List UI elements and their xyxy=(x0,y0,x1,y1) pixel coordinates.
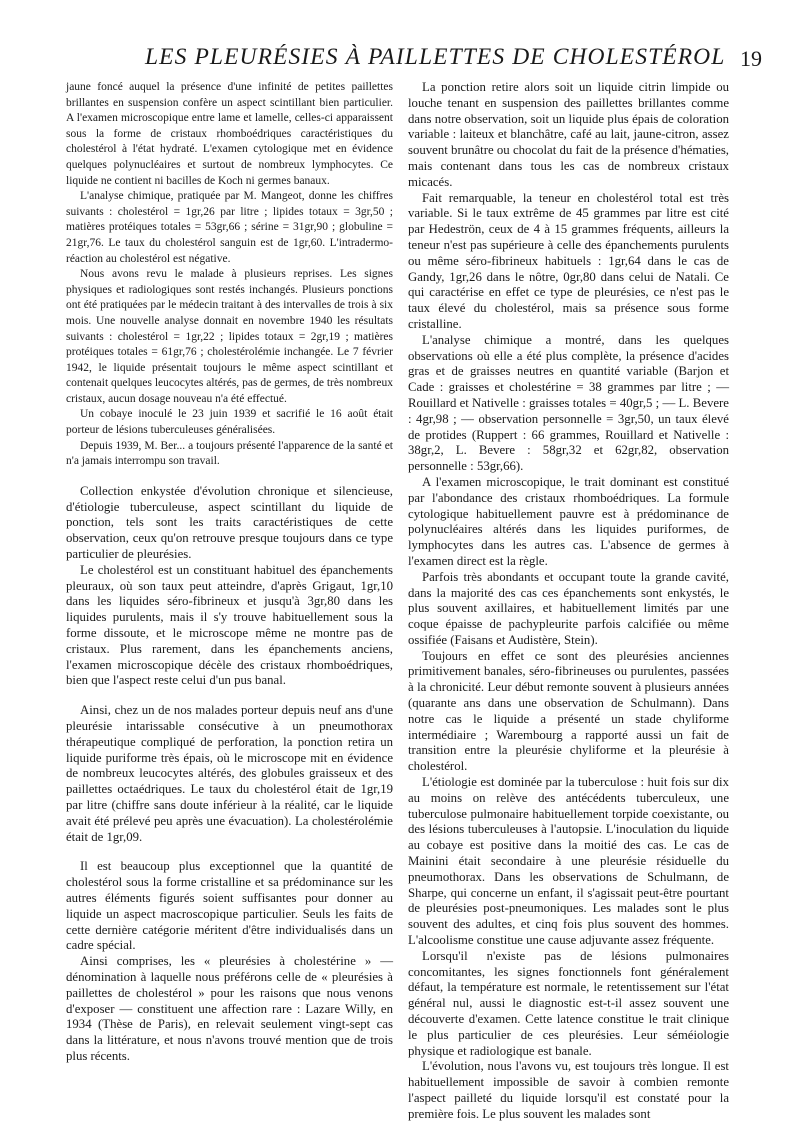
paragraph: A l'examen microscopique, le trait dominant est constitué par l'abondance des cristaux rhomboédriques. La formule cytologique habituellement pauvre est à prédominance de polynucléaires altérés dans les liquides puriformes, de lymphocytes dans les autres cas. L'absence de germes à l'examen direct est la règle. xyxy=(408,474,729,568)
right-column xyxy=(408,80,729,1123)
paragraph: Un cobaye inoculé le 23 juin 1939 et sacrifié le 16 août était porteur de lésions tuberculeuses généralisées. xyxy=(66,408,393,437)
paragraph: Ainsi, chez un de nos malades porteur depuis neuf ans d'une pleurésie intarissable consécutive à un pneumothorax thérapeutique compliqué de perforation, la ponction retira un liquide puriforme très épais, où le microscope mit en évidence de nombreux leucocytes altérés, des globules graisseux et des paillettes octaédriques. Le taux du cholestérol était de 1gr,19 par litre (chiffre sans doute inférieur à la réalité, car le liquide avait été prélevé peu après une évacuation). La cholestérolémie était de 1gr,09. xyxy=(66,703,393,844)
paragraph: Toujours en effet ce sont des pleurésies anciennes primitivement banales, séro-fibrineuses ou purulentes, passées à la chronicité. Leur début remonte souvent à plusieurs années (quarante ans dans une observation de Schulmann). Dans notre cas le liquide a présenté un stade chyliforme intermédiaire ; Warembourg a rapporté aussi un fait de transition entre la pleurésie chyliforme et la pleurésie à cholestérol. xyxy=(408,648,729,774)
paragraph: Ainsi comprises, les « pleurésies à cholestérine » — dénomination à laquelle nous préférons celle de « pleurésies à paillettes de cholestérol » pour les raisons que nous venons d'exposer — constituent une affection rare : Lazare Willy, en 1934 (Thèse de Paris), en relevait seulement vingt-sept cas dans la littérature, et nous n'avons trouvé mention que de trois plus récents. xyxy=(66,954,393,1063)
paragraph: jaune foncé auquel la présence d'une infinité de petites paillettes brillantes en suspension confère un aspect scintillant bien particulier. A l'examen microscopique entre lame et lamelle, celles-ci apparaissent sous la forme de cristaux rhomboédriques caractéristiques du cholestérol à l'état hydraté. L'examen cytologique met en évidence quelques polynucléaires et surtout de nombreux lymphocytes. Ce liquide ne contient ni bacilles de Koch ni germes banaux. xyxy=(66,81,393,187)
paragraph: L'analyse chimique, pratiquée par M. Mangeot, donne les chiffres suivants : cholestérol = 1gr,26 par litre ; lipides totaux = 3gr,50 ; matières protéiques totales = 53gr,66 ; sérine = 31gr,90 ; globuline = 21gr,76. Le taux du cholestérol sanguin est de 1gr,60. L'intradermo-réaction au cholestérol est négative. xyxy=(66,190,393,265)
paragraph: Lorsqu'il n'existe pas de lésions pulmonaires concomitantes, les signes fonctionnels font généralement défaut, la température est normale, le retentissement sur l'état général nul, aussi le diagnostic est-t-il assez souvent une découverte d'examen. Cette latence constitue le trait clinique le plus particulier de ces pleurésies. Leur séméiologie physique et radiologique est banale. xyxy=(408,948,729,1058)
paragraph: Depuis 1939, M. Ber... a toujours présenté l'apparence de la santé et n'a jamais interrompu son travail. xyxy=(66,439,393,468)
page-number: 19 xyxy=(740,46,762,71)
paragraph: Il est beaucoup plus exceptionnel que la quantité de cholestérol sous la forme cristalline et sa prédominance sur les autres éléments figurés soient suffisantes pour donner au liquide un aspect macroscopique particulier. Seuls les faits de cette dernière catégorie méritent d'être individualisés dans un cadre spécial. xyxy=(66,859,393,953)
paragraph: L'analyse chimique a montré, dans les quelques observations où elle a été plus complète, la présence d'acides gras et de graisses neutres en quantité variable (Barjon et Cade : graisses et cholestérine = 38 grammes par litre ; — Rouillard et Nativelle : graisses totales = 40gr,5 ; — L. Bevere : 4gr,98 ; — observation personnelle = 3gr,50, un taux élevé de protides (Ruppert : 66 grammes, Rouillard et Nativelle : 38gr,2, L. Bevere : 58gr,32 et 62gr,82, observation personnelle : 53gr,66). xyxy=(408,332,729,474)
running-title: LES PLEURÉSIES À PAILLETTES DE CHOLESTÉROL xyxy=(145,44,726,70)
paragraph: Fait remarquable, la teneur en cholestérol total est très variable. Si le taux extrême de 45 grammes par litre est cité par Hedeströn, ceux de 4 à 15 grammes fréquents, ailleurs la teneur n'est pas supérieure à celle des épanchements purulents ou même séro-fibrineux habituels : 1gr,64 dans le cas de Gandy, 1gr,26 dans le nôtre, 0gr,80 dans celui de Natali. Ce qui caractérise en effet ce type de pleurésies, ce n'est pas le taux élevé du cholestérol, mais sa présence sous forme cristalline. xyxy=(408,190,729,331)
paragraph: La ponction retire alors soit un liquide citrin limpide ou louche tenant en suspension des paillettes brillantes comme dans notre observation, soit un liquide plus épais de coloration variable : laiteux et blanchâtre, café au lait, jaune-citron, assez souvent brunâtre ou chocolat du fait de la présence d'hématies, mais contenant dans tous les cas de nombreux cristaux micacés. xyxy=(408,80,729,189)
paragraph: Nous avons revu le malade à plusieurs reprises. Les signes physiques et radiologiques sont restés inchangés. Plusieurs ponctions ont été pratiquées par le médecin traitant à des intervalles de trois à six mois. Une nouvelle analyse donnait en novembre 1940 les résultats suivants : cholestérol = 1gr,22 ; lipides totaux = 2gr,19 ; matières protéiques totales = 61gr,76 ; cholestérolémie inchangée. Le 7 février 1942, le liquide présentait toujours le même aspect scintillant et contenait quelques leucocytes altérés, pas de germes, de très nombreux cristaux, aucun dosage nouveau n'a été effectué. xyxy=(66,268,393,405)
page-header xyxy=(40,44,762,84)
paragraph: Parfois très abondants et occupant toute la grande cavité, dans la majorité des cas ces épanchements sont enkystés, le plus souvent axillaires, et habituellement limités par une coque épaisse de pachypleurite parfois calcifiée ou même ossifiée (Faisans et Audistère, Stein). xyxy=(408,569,729,647)
paragraph: Collection enkystée d'évolution chronique et silencieuse, d'étiologie tuberculeuse, aspect scintillant du liquide de ponction, tels sont les traits caractéristiques de cette observation, ceux qu'on retrouve presque toujours dans ce type particulier de pleurésies. xyxy=(66,483,393,562)
paragraph: Le cholestérol est un constituant habituel des épanchements pleuraux, où son taux peut atteindre, d'après Grigaut, 1gr,10 dans les liquides séro-fibrineux et jusqu'à 3gr,80 dans les liquides purulents, mais il s'y trouve habituellement sous la forme dissoute, et le microscope même ne montre pas de cristaux. Plus rarement, dans les épanchements anciens, l'examen microscopique décèle des cristaux rhomboédriques, bien que l'aspect reste celui d'un pus banal. xyxy=(66,562,393,688)
paragraph: L'étiologie est dominée par la tuberculose : huit fois sur dix au moins on relève des antécédents tuberculeux, une tuberculose pulmonaire habituellement torpide coexistante, ou des lésions tuberculeuses à l'autopsie. L'inoculation du liquide au cobaye est positive dans la moitié des cas. Le cas de Mainini était secondaire à une pleurésie résiduelle du pneumothorax. Dans les observations de Schulmann, de Sharpe, qui concerne un enfant, il s'agissait peut-être pourtant de pleurésies post-pneumoniques. Les malades sont le plus souvent des adultes, et cinq fois plus souvent des hommes. L'alcoolisme constitue une cause adjuvante assez fréquente. xyxy=(408,775,729,948)
paragraph: L'évolution, nous l'avons vu, est toujours très longue. Il est habituellement impossible de savoir à combien remonte l'aspect pailleté du liquide lorsqu'il est constaté pour la première fois. Le plus souvent les malades sont xyxy=(408,1059,729,1121)
left-column xyxy=(66,80,393,1065)
